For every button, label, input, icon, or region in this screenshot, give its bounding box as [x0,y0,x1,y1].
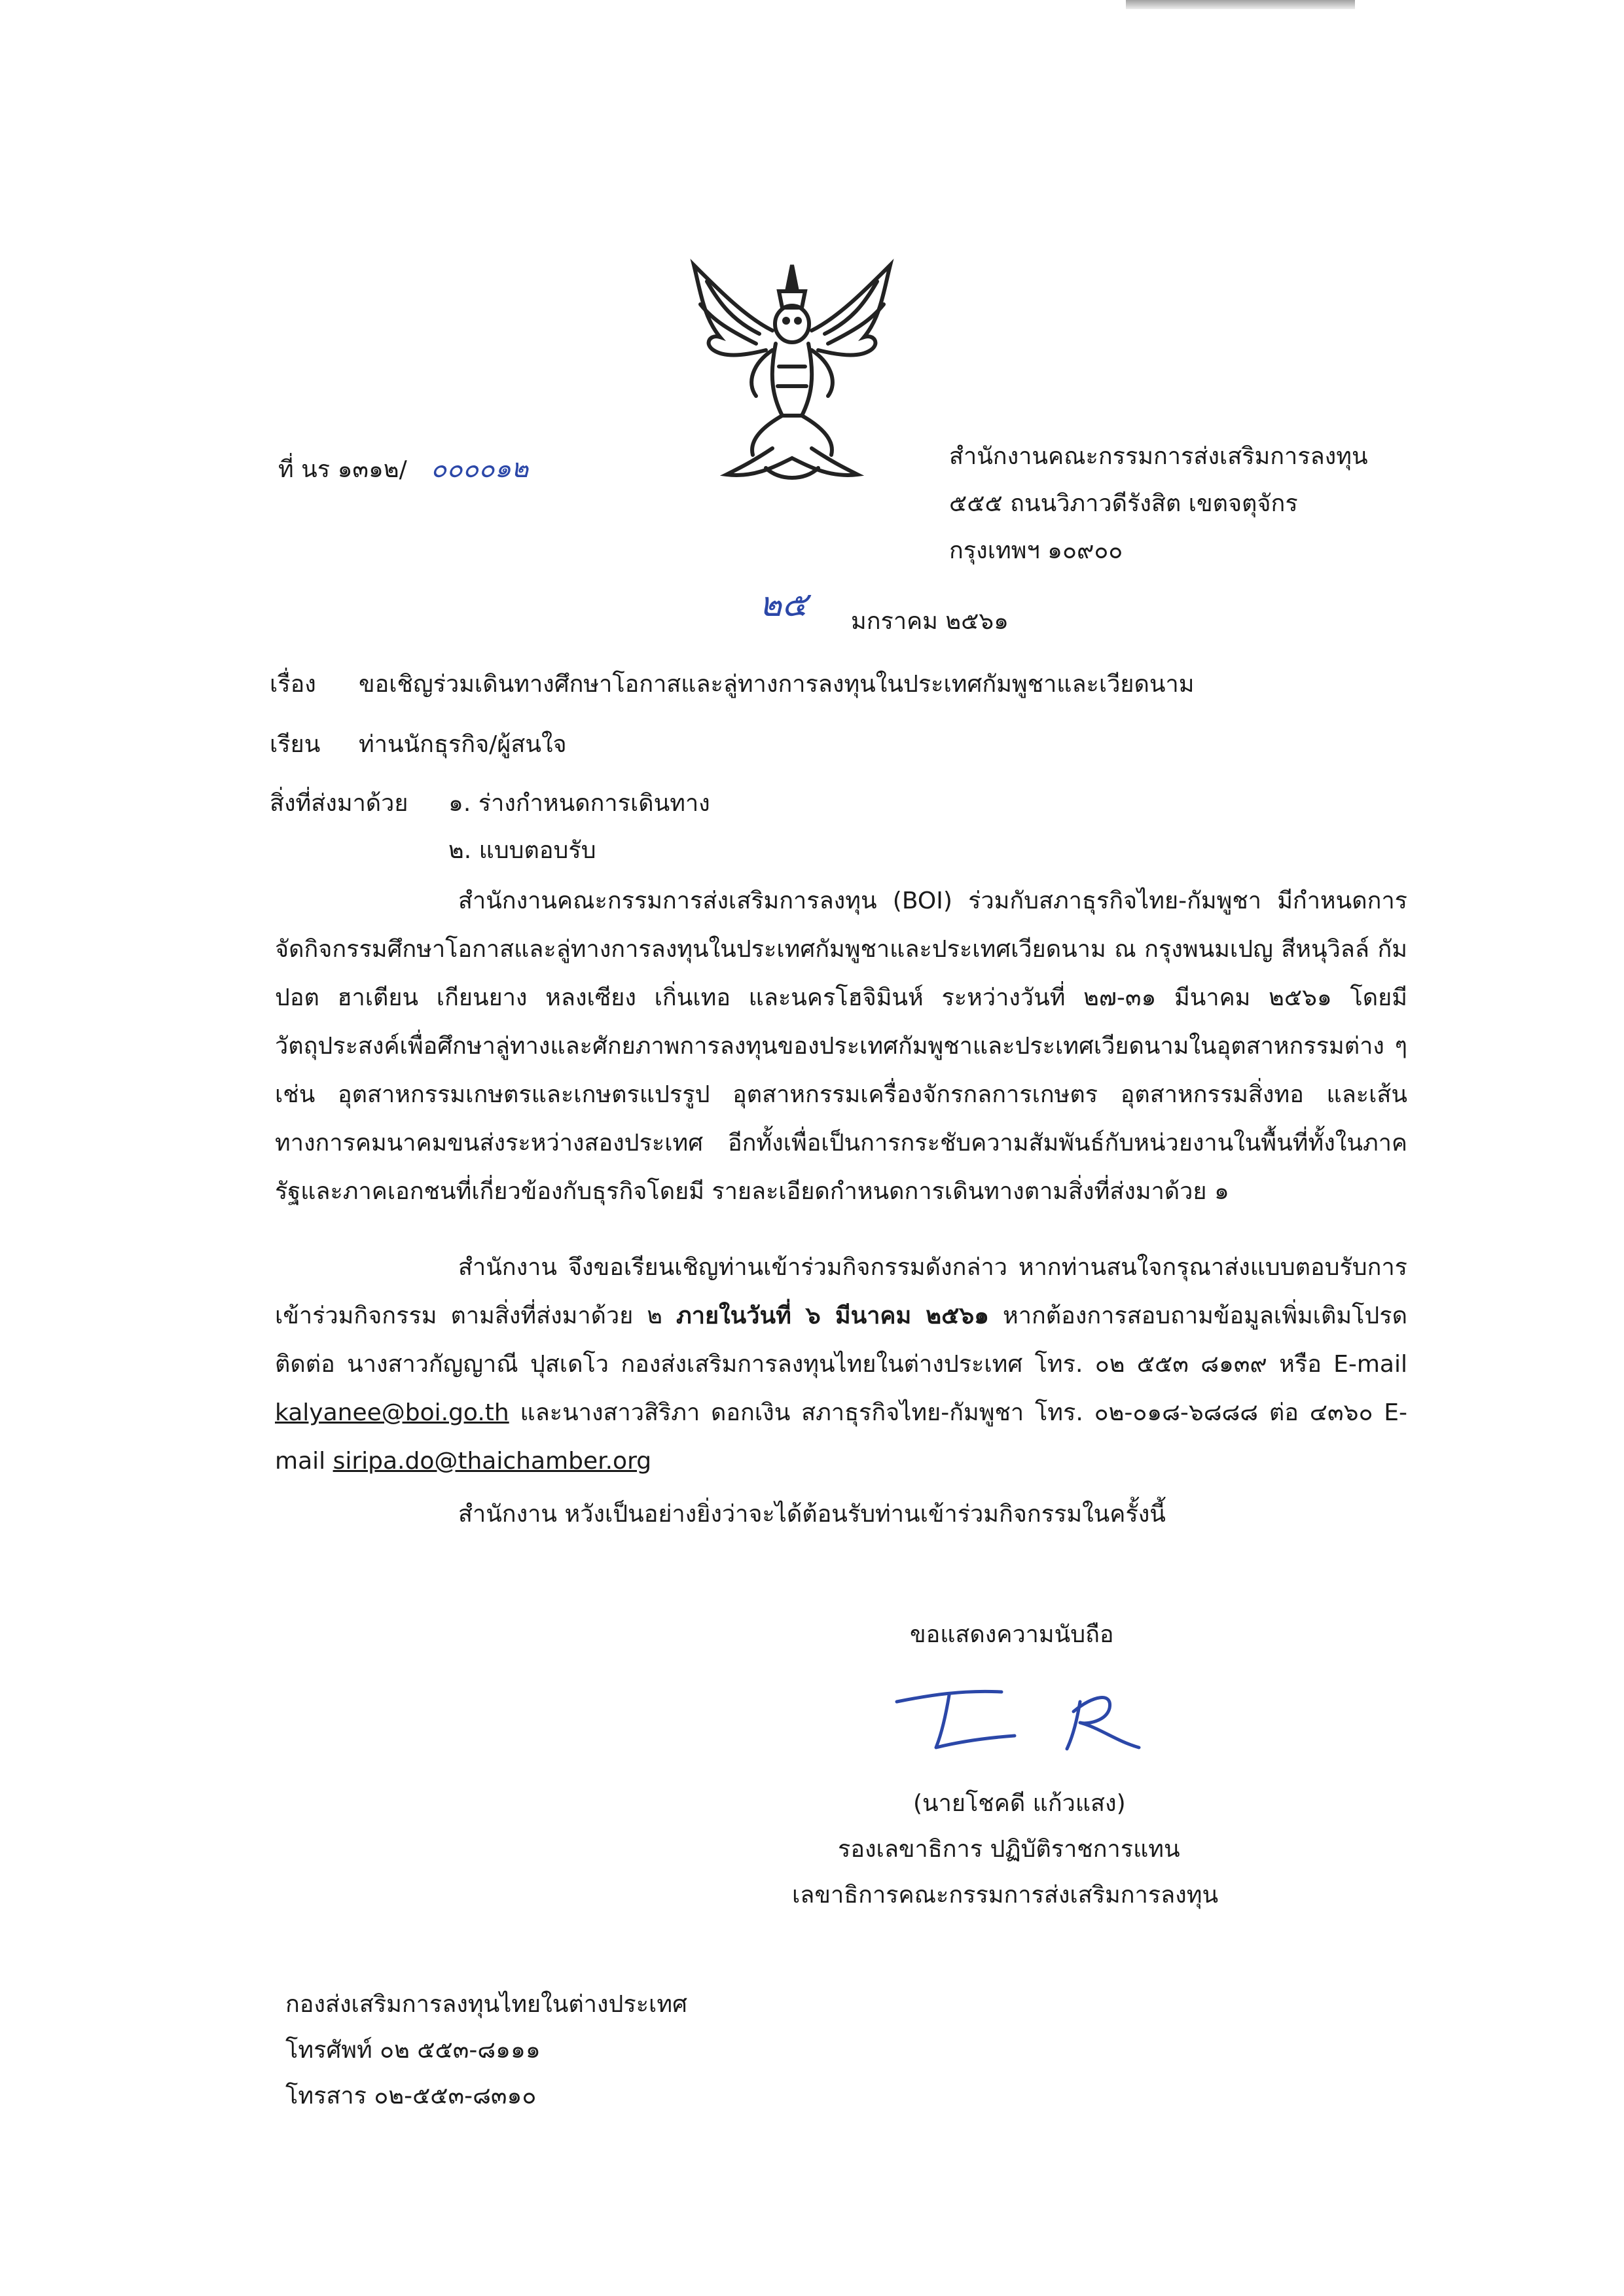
footer-fax: โทรสาร ๐๒-๕๕๓-๘๓๑๐ [285,2083,537,2109]
salutation-label: เรียน [270,731,321,758]
scan-edge-mark [1126,0,1355,9]
signer-title-2: เลขาธิการคณะกรรมการส่งเสริมการลงทุน [792,1882,1219,1909]
signer-name: (นายโชคดี แก้วแสง) [913,1790,1126,1817]
garuda-emblem [674,252,910,488]
footer-phone: โทรศัพท์ ๐๒ ๕๕๓-๘๑๑๑ [285,2037,541,2064]
salutation-text: ท่านนักธุรกิจ/ผู้สนใจ [359,731,567,758]
date-month-year: มกราคม ๒๕๖๑ [851,608,1009,635]
body-paragraph-2 [275,1244,1407,1486]
email-link-siripa[interactable]: siripa.do@thaichamber.org [333,1448,652,1475]
body-p2-part-b: หากต้องการสอบถามข้อมูลเพิ่มเติมโปรดติดต่อ นางสาวกัญญาณี ปุสเดโว กองส่งเสริมการลงทุนไทยในต่างประเทศ โทร. ๐๒ ๕๕๓ ๘๑๓๙ หรือ E-mail [275,1302,1407,1378]
doc-number-handwritten: ๐๐๐๐๑๒ [431,454,529,484]
sender-org: สำนักงานคณะกรรมการส่งเสริมการลงทุน [949,443,1368,470]
body-p2-part-a: สำนักงาน จึงขอเรียนเชิญท่านเข้าร่วมกิจกรรมดังกล่าว หากท่านสนใจกรุณาส่งแบบตอบรับการเข้าร่วมกิจกรรม ตามสิ่งที่ส่งมาด้วย ๒ [275,1254,1407,1329]
sender-address-line-1: ๕๕๕ ถนนวิภาวดีรังสิต เขตจตุจักร [949,490,1298,517]
body-paragraph-3: สำนักงาน หวังเป็นอย่างยิ่งว่าจะได้ต้อนรับท่านเข้าร่วมกิจกรรมในครั้งนี้ [458,1501,1166,1528]
sender-address-line-2: กรุงเทพฯ ๑๐๙๐๐ [949,537,1123,564]
enclosure-item: ๒. แบบตอบรับ [448,837,596,864]
subject-label: เรื่อง [270,671,316,698]
body-p2-part-c: และนางสาวสิริภา ดอกเงิน สภาธุรกิจไทย-กัมพูชา โทร. ๐๒-๐๑๘-๖๘๘๘ ต่อ ๔๓๖๐ E-mail [275,1399,1407,1475]
closing-text: ขอแสดงความนับถือ [910,1621,1114,1648]
body-paragraph-1-text: สำนักงานคณะกรรมการส่งเสริมการลงทุน (BOI) ร่วมกับสภาธุรกิจไทย-กัมพูชา มีกำหนดการจัดกิจกรรมศึกษาโอกาสและลู่ทางการลงทุนในประเทศกัมพูชาและประเทศเวียดนาม ณ กรุงพนมเปญ สีหนุวิลล์ กัมปอต ฮาเตียน เกียนยาง หลงเซียง เกิ่นเทอ และนครโฮจิมินห์ ระหว่างวันที่ ๒๗-๓๑ มีนาคม ๒๕๖๑ โดยมีวัตถุประสงค์เพื่อศึกษาลู่ทางและศักยภาพการลงทุนของประเทศกัมพูชาและประเทศเวียดนามในอุตสาหกรรมต่าง ๆ เช่น อุตสาหกรรมเกษตรและเกษตรแปรรูป อุตสาหกรรมเครื่องจักรกลการเกษตร อุตสาหกรรมสิ่งทอ และเส้นทางการคมนาคมขนส่งระหว่างสองประเทศ อีกทั้งเพื่อเป็นการกระชับความสัมพันธ์กับหน่วยงานในพื้นที่ทั้งในภาครัฐและภาคเอกชนที่เกี่ยวข้องกับธุรกิจโดยมี รายละเอียดกำหนดการเดินทางตามสิ่งที่ส่งมาด้วย ๑ [275,888,1407,1205]
enclosures-label: สิ่งที่ส่งมาด้วย [270,790,408,817]
doc-number-prefix: ที่ นร ๑๓๑๒/ [278,456,407,483]
deadline-text: ภายในวันที่ ๖ มีนาคม ๒๕๖๑ [676,1302,990,1329]
email-link-kalyanee[interactable]: kalyanee@boi.go.th [275,1399,509,1426]
signer-title-1: รองเลขาธิการ ปฏิบัติราชการแทน [838,1836,1180,1863]
handwritten-signature [890,1676,1165,1761]
subject-text: ขอเชิญร่วมเดินทางศึกษาโอกาสและลู่ทางการลงทุนในประเทศกัมพูชาและเวียดนาม [359,671,1195,698]
date-day-handwritten: ๒๕ [759,585,808,624]
footer-department: กองส่งเสริมการลงทุนไทยในต่างประเทศ [285,1991,687,2018]
body-paragraph-1 [275,877,1407,1216]
enclosure-item: ๑. ร่างกำหนดการเดินทาง [448,790,710,817]
